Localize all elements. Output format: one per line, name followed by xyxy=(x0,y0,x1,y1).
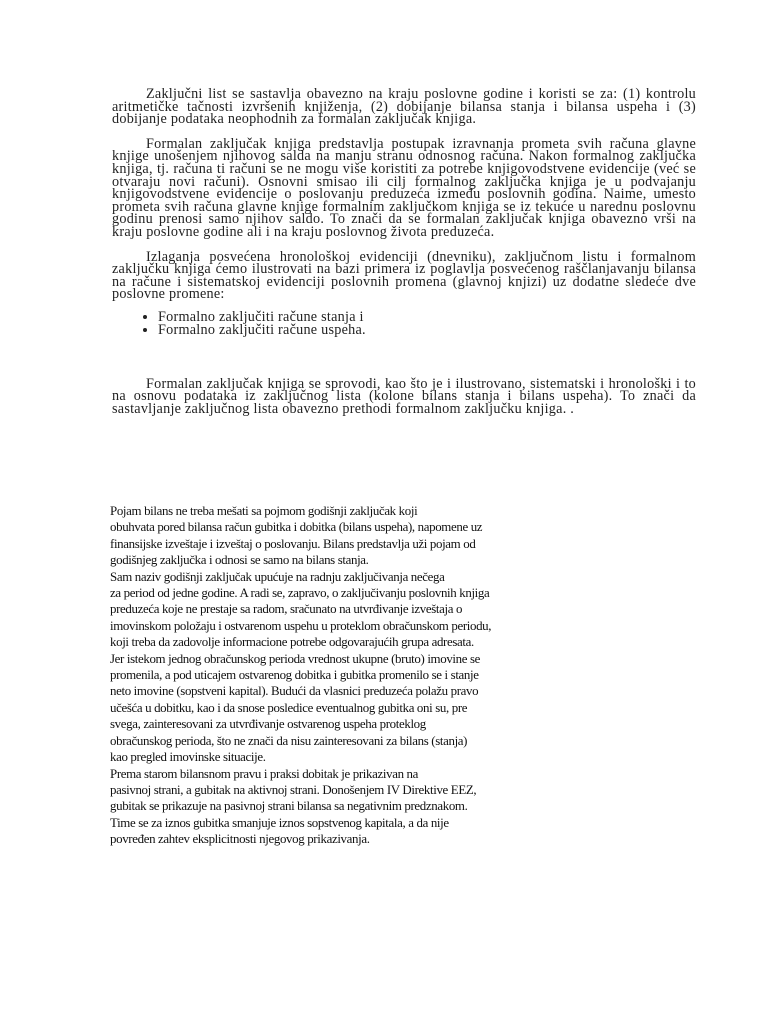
text-line: Sam naziv godišnji zaključak upućuje na radnju zaključivanja nečega xyxy=(110,569,445,584)
bullet-list xyxy=(112,308,696,339)
text-line: Prema starom bilansnom pravu i praksi dobitak je prikazivan na xyxy=(110,766,418,781)
paragraph-sprovodi: Formalan zaključak knjiga se sprovodi, kao što je i ilustrovano, sistematski i hronološki i to na osnovu podataka iz zaključnog lista (kolone bilans stanja i bilans uspeha). To znači da sastavljanje zaključnog lista obavezno prethodi formalnom zaključku knjiga. . xyxy=(112,375,696,417)
text-line: finansijske izveštaje i izveštaj o poslovanju. Bilans predstavlja uži pojam od xyxy=(110,536,476,551)
text-line: neto imovine (sopstveni kapital). Budući da vlasnici preduzeća polažu pravo xyxy=(110,684,479,699)
paragraph-formalan-zakljucak: Formalan zaključak knjiga predstavlja postupak izravnanja prometa svih računa glavne knjige unošenjem njihovog salda na manju stranu odnosnog računa. Nakon formalnog zaključka knjiga, tj. računa ti računi se ne mogu više koristiti za potrebe knjigovodstvene evidencije (već se otvaraju novi računi). Osnovni smisao ili cilj formalnog zaključka knjiga je u podvajanju knjigovodstvene evidencije o poslovanju preduzeća između poslovnih godina. Naime, umesto prometa svih računa glavne knjige formalnim zaključkom knjiga se iz tekuće u narednu poslovnu godinu prenosi samo njihov saldo. To znači da se formalan zaključak knjiga obavezno vrši na kraju poslovne godine ali i na kraju poslovnog života preduzeća. xyxy=(112,135,696,240)
text-line: godišnjeg zaključka i odnosi se samo na bilans stanja. xyxy=(110,553,369,568)
text-line: imovinskom položaju i ostvarenom uspehu u proteklom obračunskom periodu, xyxy=(110,618,492,633)
text-line: obuhvata pored bilansa račun gubitka i dobitka (bilans uspeha), napomene uz xyxy=(110,520,483,535)
paragraph-izlaganja: Izlaganja posvećena hronološkoj evidenciji (dnevniku), zaključnom listu i formalnom zaključku knjiga ćemo ilustrovati na bazi primera iz poglavlja posvećenog raščlanjavanju bilansa na račune i sistematskoj evidenciji poslovnih promena (glavnoj knjizi) uz dodatne sledeće dve poslovne promene: xyxy=(112,248,696,303)
text-line: svega, zainteresovani za utvrđivanje ostvarenog uspeha proteklog xyxy=(110,717,426,732)
upper-text-block xyxy=(112,88,696,416)
text-line: pasivnoj strani, a gubitak na aktivnoj strani. Donošenjem IV Direktive EEZ, xyxy=(110,782,477,797)
text-line: povređen zahtev eksplicitnosti njegovog prikazivanja. xyxy=(110,832,370,847)
text-line: za period od jedne godine. A radi se, zapravo, o zaključivanju poslovnih knjiga xyxy=(110,586,490,601)
text-line: gubitak se prikazuje na pasivnoj strani bilansa sa negativnim predznakom. xyxy=(110,799,468,814)
text-line: obračunskog perioda, što ne znači da nisu zainteresovani za bilans (stanja) xyxy=(110,733,468,748)
text-line: učešća u dobitku, kao i da snose posledice eventualnog gubitka oni su, pre xyxy=(110,700,468,715)
text-line: koji treba da zadovolje informacione potrebe odgovarajućih grupa adresata. xyxy=(110,635,474,650)
text-line: promenila, a pod uticajem ostvarenog dobitka i gubitka promenilo se i stanje xyxy=(110,668,479,683)
paragraph-zakljucni-list: Zaključni list se sastavlja obavezno na kraju poslovne godine i koristi se za: (1) kontrolu aritmetičke tačnosti izvršenih knjiženja, (2) dobijanje bilansa stanja i bilansa uspeha i (3) dobijanje podataka neophodnih za formalan zaključak knjiga. xyxy=(112,86,696,128)
bullet-item: • Formalno zaključiti račune uspeha. xyxy=(158,324,696,337)
text-line: Pojam bilans ne treba mešati sa pojmom godišnji zaključak koji xyxy=(110,504,418,518)
text-line: kao pregled imovinske situacije. xyxy=(110,750,266,765)
text-line: Time se za iznos gubitka smanjuje iznos sopstvenog kapitala, a da nije xyxy=(110,815,449,830)
bullet-item: • Formalno zaključiti račune stanja i xyxy=(158,311,696,324)
text-line: Jer istekom jednog obračunskog perioda vrednost ukupne (bruto) imovine se xyxy=(110,651,481,666)
text-line: preduzeća koje ne prestaje sa radom, sračunato na utvrđivanje izveštaja o xyxy=(110,602,463,617)
lower-text-block xyxy=(110,503,570,848)
